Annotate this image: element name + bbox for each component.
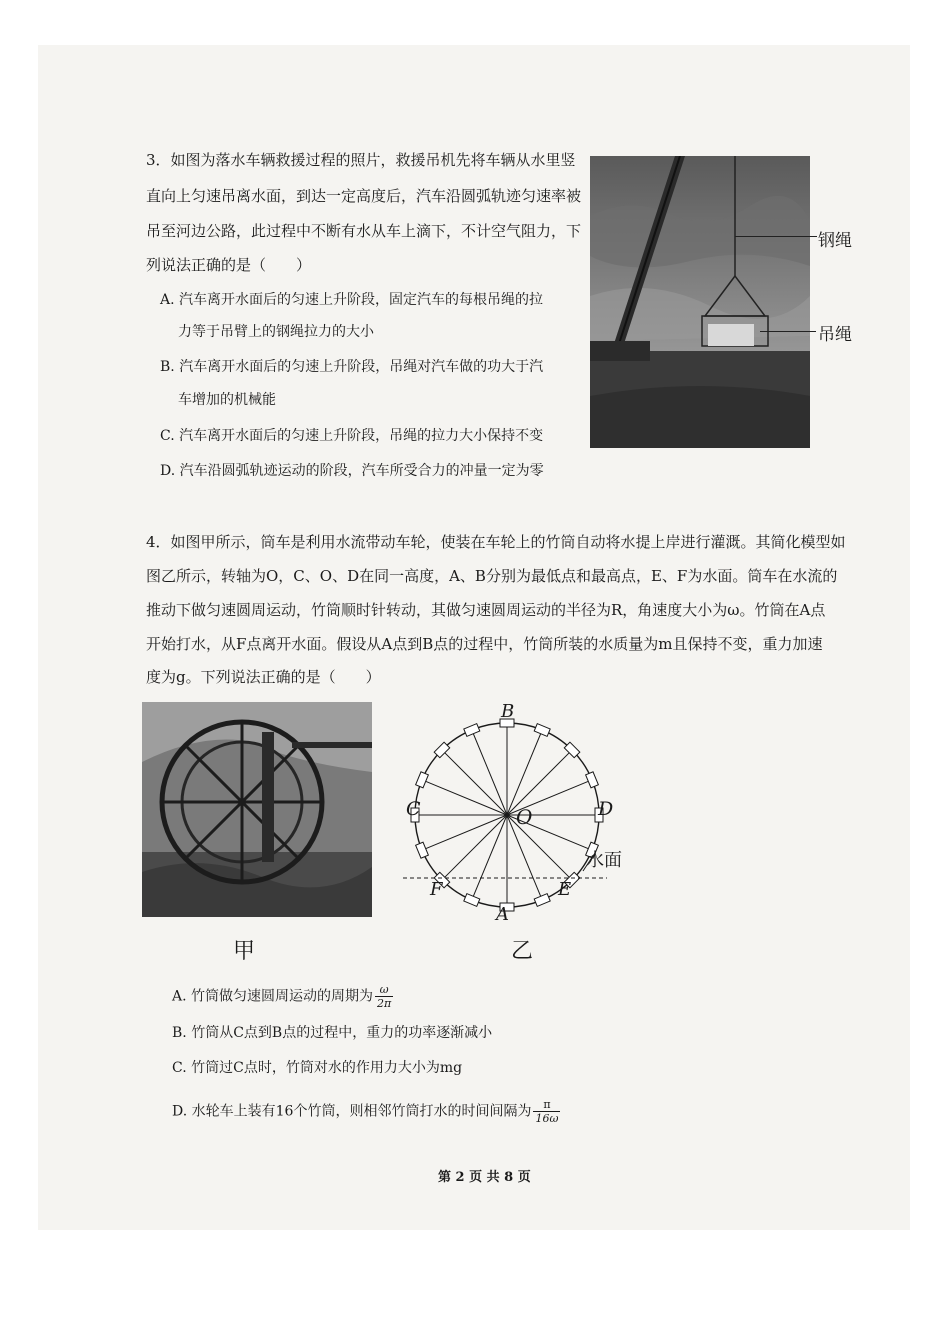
steel-rope-label: 钢绳 [818,231,852,251]
water-wheel-photo [142,702,372,917]
interval-denominator: 16ω [535,1112,559,1125]
crane-rescue-photo [590,156,810,448]
point-e-label: E [558,879,572,900]
point-f-label: F [430,879,443,900]
bamboo-bucket [416,772,429,788]
bamboo-bucket [464,894,480,907]
q4-line5: 度为g。下列说法正确的是（ ） [146,668,381,686]
page-footer: 第 2 页 共 8 页 [438,1170,531,1185]
q4-option-b: B. 竹筒从C点到B点的过程中，重力的功率逐渐减小 [172,1025,493,1041]
q4-option-d [172,1098,560,1125]
hanging-rope-pointer-line [760,331,816,332]
q4-line3: 推动下做匀速圆周运动，竹筒顺时针转动，其做匀速圆周运动的半径为R，角速度大小为ω。竹筒在A点 [146,601,826,619]
q4-option-a-text: A. 竹筒做匀速圆周运动的周期为 [172,988,374,1005]
q3-option-b-line2: 车增加的机械能 [178,392,276,408]
point-d-label: D [598,798,614,820]
hanging-rope-label: 吊绳 [818,325,852,345]
bamboo-bucket [464,724,480,737]
q3-line3: 吊至河边公路，此过程中不断有水从车上滴下，不计空气阻力，下 [146,222,582,240]
q3-option-c: C. 汽车离开水面后的匀速上升阶段，吊绳的拉力大小保持不变 [160,428,544,444]
caption-yi: 乙 [511,939,534,964]
wheel-spoke [442,750,507,815]
bamboo-bucket [534,724,550,737]
q3-option-a-line2: 力等于吊臂上的钢绳拉力的大小 [178,324,374,340]
bamboo-bucket [586,772,599,788]
q4-option-d-text: D. 水轮车上装有16个竹筒，则相邻竹筒打水的时间间隔为 [172,1103,532,1120]
caption-jia: 甲 [233,939,256,964]
period-denominator: 2π [377,997,392,1010]
q4-line2: 图乙所示，转轴为O，C、O、D在同一高度，A、B分别为最低点和最高点，E、F为水面。筒车在水流的 [146,567,838,585]
steel-rope-pointer-line [735,236,817,237]
q3-line4: 列说法正确的是（ ） [146,256,312,274]
point-o-label: O [516,805,533,829]
q3-option-d: D. 汽车沿圆弧轨迹运动的阶段，汽车所受合力的冲量一定为零 [160,463,544,479]
point-c-label: C [406,798,421,820]
q3-option-b-line1: B. 汽车离开水面后的匀速上升阶段，吊绳对汽车做的功大于汽 [160,359,544,375]
interval-numerator: π [533,1098,560,1112]
q4-option-a [172,983,393,1010]
bamboo-bucket [416,842,429,858]
period-fraction [375,983,393,1010]
water-surface-label: 水面 [586,850,622,871]
point-b-label: B [501,701,515,722]
q3-line2: 直向上匀速吊离水面，到达一定高度后，汽车沿圆弧轨迹匀速率被 [146,187,582,205]
period-numerator: ω [375,983,393,997]
point-a-label: A [496,904,509,925]
q3-line1: 3．如图为落水车辆救援过程的照片，救援吊机先将车辆从水里竖 [146,151,576,169]
q3-option-a-line1: A. 汽车离开水面后的匀速上升阶段，固定汽车的每根吊绳的拉 [160,292,544,308]
interval-fraction [533,1098,560,1125]
q4-line1: 4．如图甲所示，筒车是利用水流带动车轮，使装在车轮上的竹筒自动将水提上岸进行灌溉。其简化模型如 [146,533,846,551]
wheel-spoke [442,815,507,880]
bamboo-bucket [534,894,550,907]
q4-line4: 开始打水，从F点离开水面。假设从A点到B点的过程中，竹筒所装的水质量为m且保持不变，重力加速 [146,635,823,653]
q4-option-c: C. 竹筒过C点时，竹筒对水的作用力大小为mg [172,1060,463,1076]
